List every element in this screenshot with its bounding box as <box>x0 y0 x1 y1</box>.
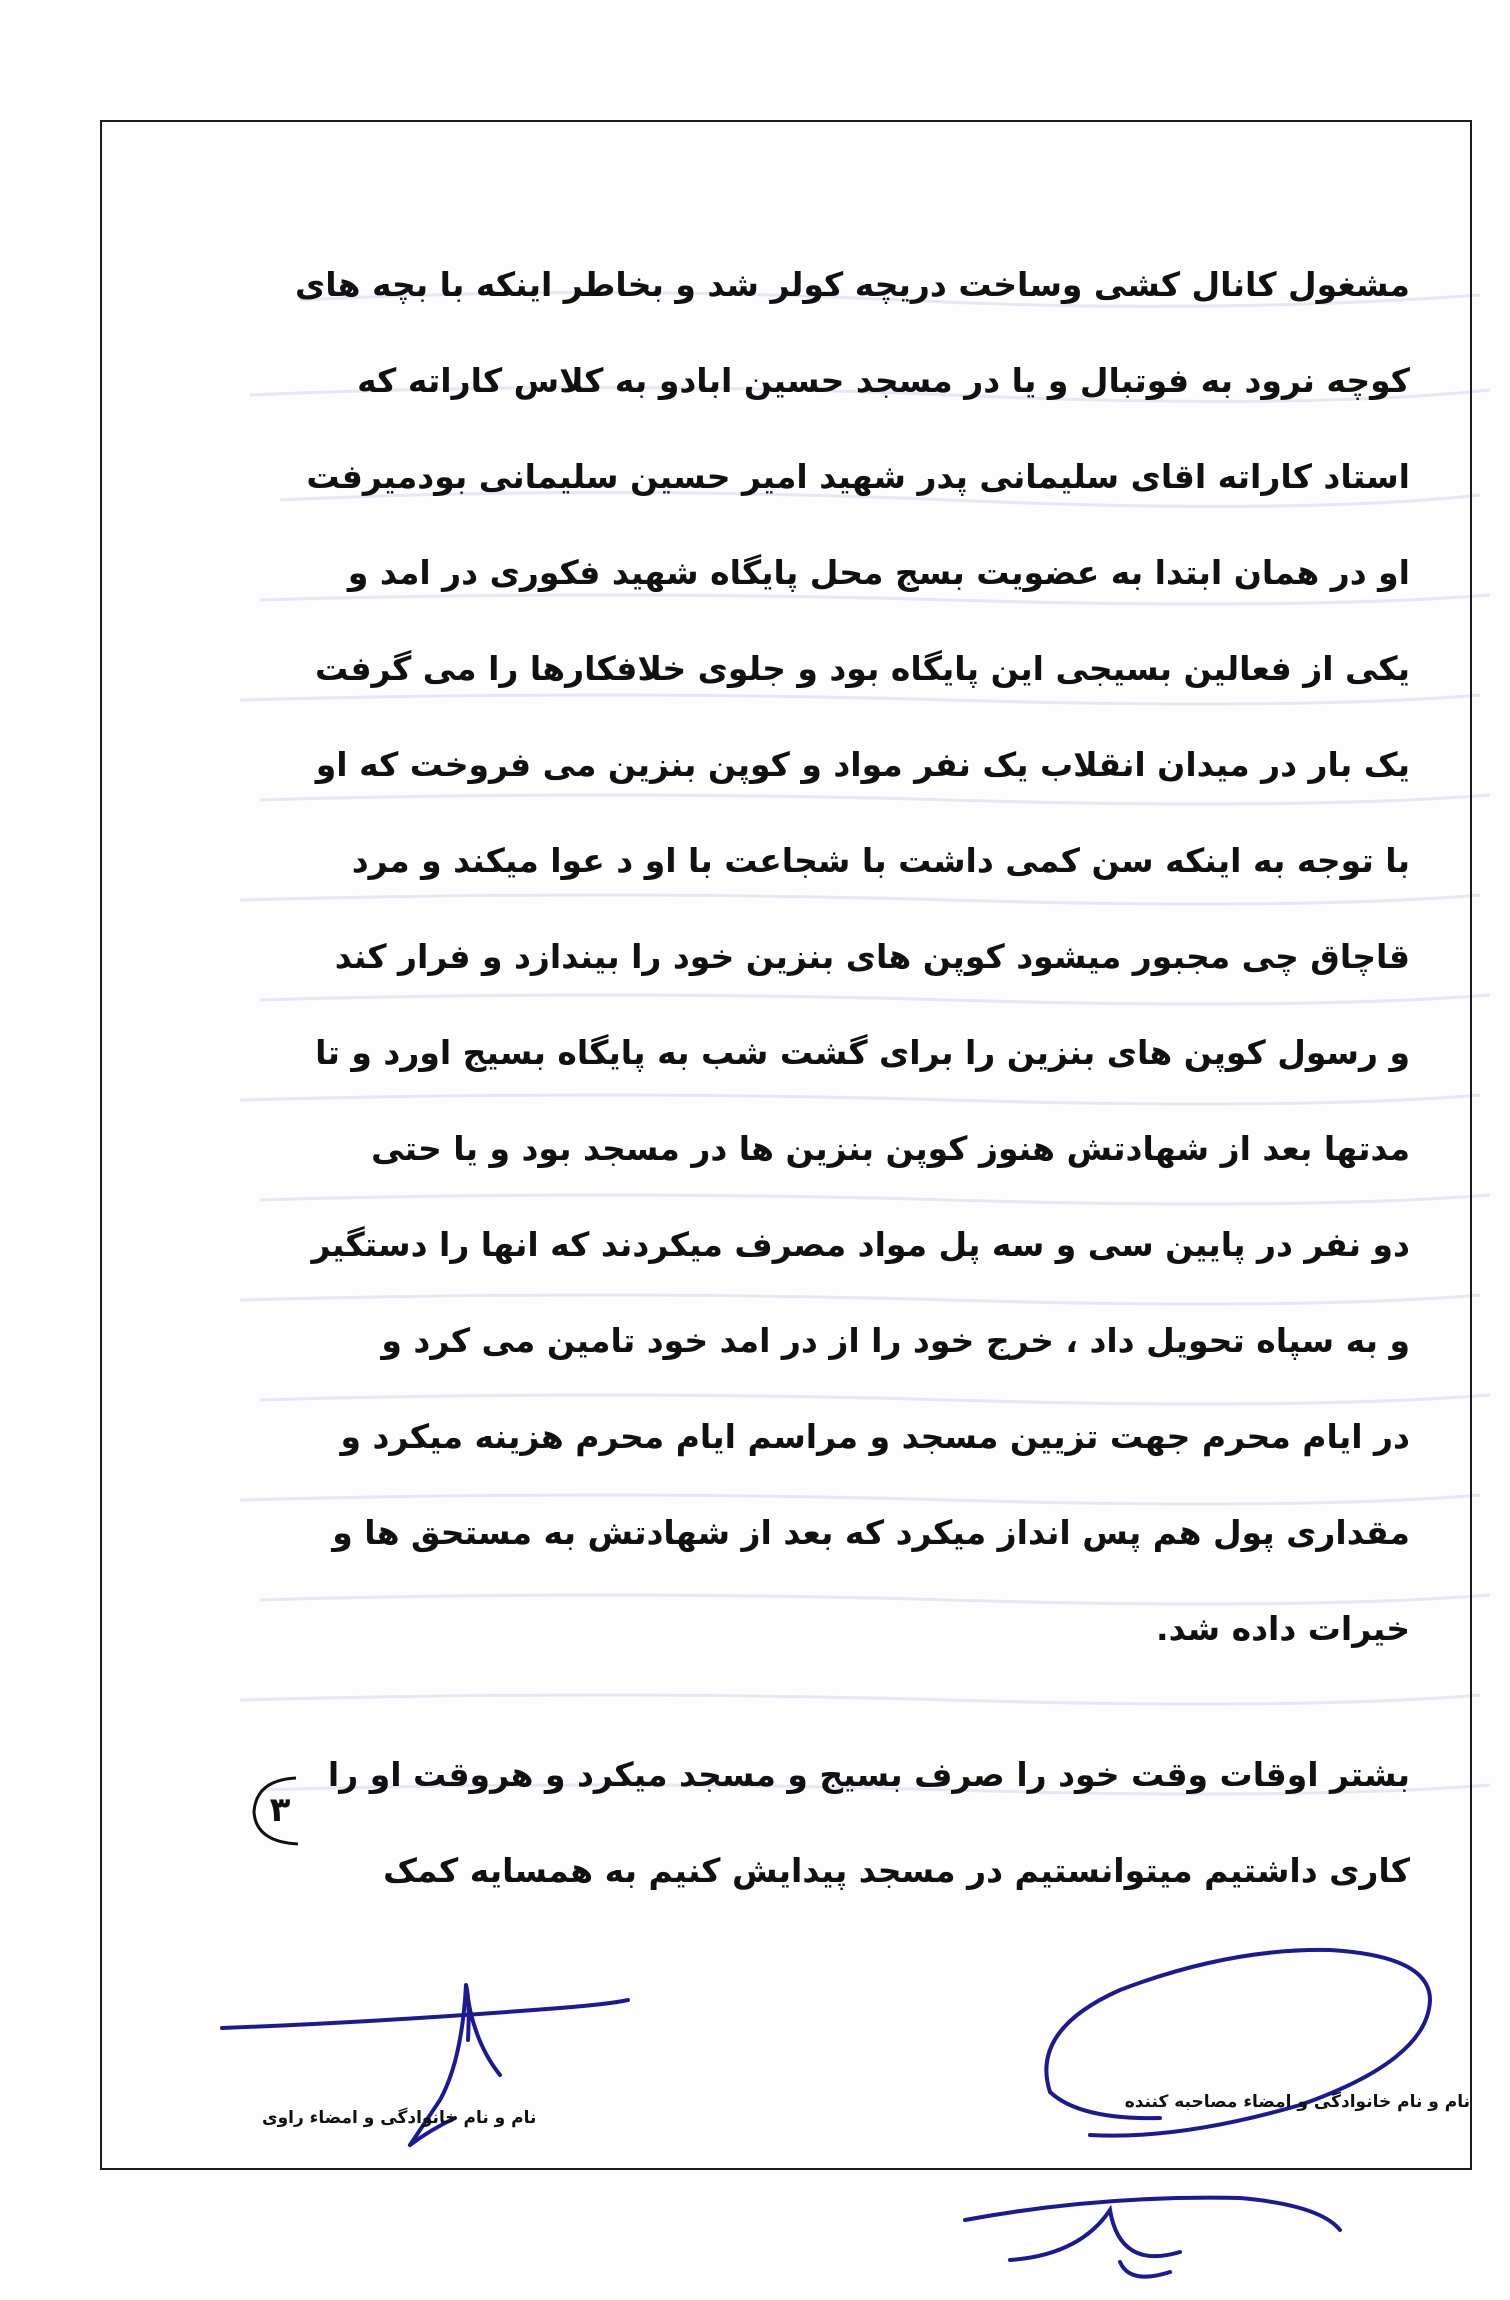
interviewer-signature-label: نام و نام خانوادگی و امضاء مصاحبه کننده <box>1124 2092 1470 2112</box>
text-line: او در همان ابتدا به عضویت بسج محل پایگاه شهید فکوری در امد و <box>347 553 1410 592</box>
text-line: کاری داشتیم میتوانستیم در مسجد پیدایش کنیم به همسایه کمک <box>383 1851 1410 1890</box>
text-line: کوچه نرود به فوتبال و یا در مسجد حسین ابادو به کلاس کاراته که <box>357 361 1410 400</box>
narrative-text <box>240 250 1410 1932</box>
text-line: در ایام محرم جهت تزیین مسجد و مراسم ایام محرم هزینه میکرد و <box>340 1417 1410 1456</box>
text-line: قاچاق چی مجبور میشود کوپن های بنزین خود را بیندازد و فرار کند <box>334 937 1410 976</box>
text-line: با توجه به اینکه سن کمی داشت با شجاعت با او د عوا میکند و مرد <box>351 841 1410 880</box>
text-line: دو نفر در پایین سی و سه پل مواد مصرف میکردند که انها را دستگیر <box>311 1225 1410 1264</box>
text-line: و به سپاه تحویل داد ، خرج خود را از در امد خود تامین می کرد و <box>381 1321 1410 1360</box>
text-line: خیرات داده شد. <box>1156 1609 1410 1648</box>
text-line: و رسول کوپن های بنزین را برای گشت شب به پایگاه بسیج اورد و تا <box>315 1033 1410 1072</box>
text-line: یک بار در میدان انقلاب یک نفر مواد و کوپن بنزین می فروخت که او <box>315 745 1410 784</box>
text-line: مشغول کانال کشی وساخت دریچه کولر شد و بخاطر اینکه با بچه های <box>294 265 1410 304</box>
paragraph-gap <box>240 1690 1410 1740</box>
text-line: مدتها بعد از شهادتش هنوز کوپن بنزین ها در مسجد بود و یا حتی <box>371 1129 1410 1168</box>
narrator-signature-label: نام و نام خانوادگی و امضاء راوی <box>262 2108 537 2128</box>
text-line: یکی از فعالین بسیجی این پایگاه بود و جلوی خلافکارها را می گرفت <box>315 649 1410 688</box>
text-line: مقداری پول هم پس انداز میکرد که بعد از شهادتش به مستحق ها و <box>332 1513 1410 1552</box>
text-line: استاد کاراته اقای سلیمانی پدر شهید امیر حسین سلیمانی بودمیرفت <box>306 457 1410 496</box>
page-number: ۳ <box>269 1790 291 1830</box>
text-line: بشتر اوقات وقت خود را صرف بسیج و مسجد میکرد و هروقت او را <box>327 1755 1410 1794</box>
